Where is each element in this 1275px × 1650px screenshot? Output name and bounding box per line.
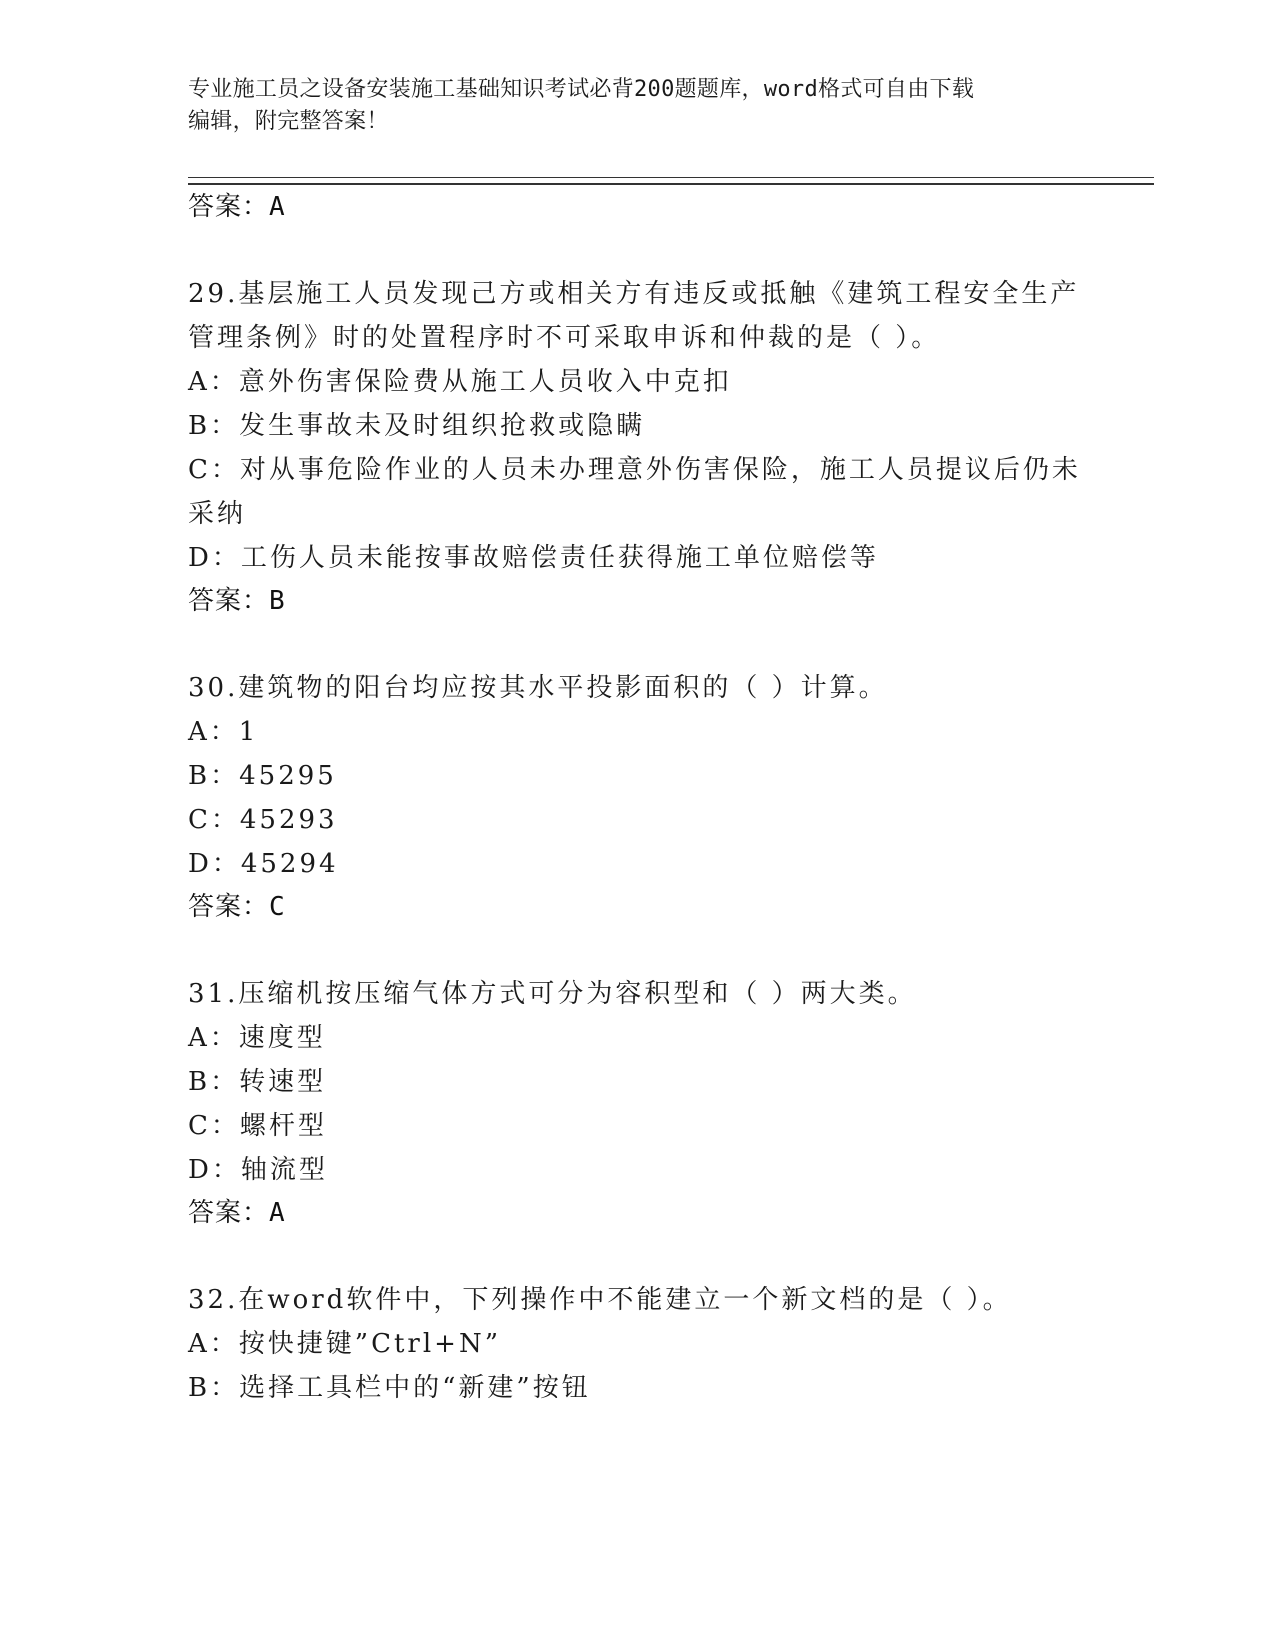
question-29-option-c-line-2: 采纳 [188, 499, 247, 529]
question-30-option-a: A：1 [188, 717, 259, 747]
question-31-option-c: C：螺杆型 [188, 1111, 327, 1141]
answer-value: C [269, 892, 286, 922]
header-line-1: 专业施工员之设备安装施工基础知识考试必背200题题库，word格式可自由下载 [188, 77, 975, 102]
question-31-option-d: D：轴流型 [188, 1155, 328, 1185]
question-29-option-b: B：发生事故未及时组织抢救或隐瞒 [188, 411, 646, 441]
answer-line-q29 [188, 580, 286, 617]
question-29-option-c-line-1: C：对从事危险作业的人员未办理意外伤害保险，施工人员提议后仍未 [188, 455, 1081, 485]
answer-value: A [269, 1198, 286, 1228]
question-29-stem-line-1: 29.基层施工人员发现己方或相关方有违反或抵触《建筑工程安全生产 [188, 279, 1080, 309]
question-30-option-b: B：45295 [188, 761, 337, 791]
answer-label: 答案： [188, 892, 270, 922]
answer-line-q28 [188, 186, 286, 223]
question-31-option-b: B：转速型 [188, 1067, 327, 1097]
question-32-option-b: B：选择工具栏中的“新建”按钮 [188, 1373, 591, 1403]
header-divider-thin [188, 177, 1154, 178]
answer-value: A [269, 192, 286, 222]
answer-label: 答案： [188, 586, 270, 616]
header-divider-thick [188, 183, 1154, 185]
document-header [188, 74, 1088, 138]
answer-value: B [269, 586, 286, 616]
answer-line-q30 [188, 886, 286, 923]
question-32-option-a: A：按快捷键”Ctrl+N” [188, 1329, 501, 1359]
header-line-2: 编辑，附完整答案！ [188, 109, 389, 134]
answer-label: 答案： [188, 192, 270, 222]
question-29-option-a: A：意外伤害保险费从施工人员收入中克扣 [188, 367, 732, 397]
question-29-option-d: D：工伤人员未能按事故赔偿责任获得施工单位赔偿等 [188, 543, 879, 573]
question-30-option-d: D：45294 [188, 849, 339, 879]
answer-label: 答案： [188, 1198, 270, 1228]
question-30-option-c: C：45293 [188, 805, 338, 835]
question-29-stem-line-2: 管理条例》时的处置程序时不可采取申诉和仲裁的是（ ）。 [188, 323, 941, 353]
question-31-stem: 31.压缩机按压缩气体方式可分为容积型和（ ）两大类。 [188, 979, 917, 1009]
question-32-stem: 32.在word软件中，下列操作中不能建立一个新文档的是（ ）。 [188, 1285, 1012, 1315]
question-30-stem: 30.建筑物的阳台均应按其水平投影面积的（ ）计算。 [188, 673, 888, 703]
answer-line-q31 [188, 1192, 286, 1229]
question-31-option-a: A：速度型 [188, 1023, 326, 1053]
